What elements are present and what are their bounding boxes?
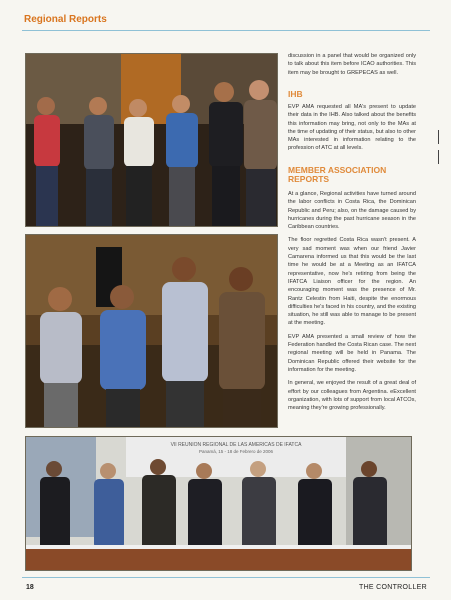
- banner-line-2: Panamá, 15 - 18 de Febrero de 2006: [198, 449, 274, 454]
- intro-text: discussion in a panel that would be organized only to talk about this item before ICAO authorities. This item may be brought to GREPECAS as well.: [288, 53, 416, 76]
- margin-marker: [438, 130, 439, 144]
- paragraph-glance: At a glance, Regional activities have turned around the labor conflicts in Costa Rica, the Dominican Republic and Peru; also, on the damage caused by hurricanes during the past hurricane season in the Caribbean countries.: [288, 191, 416, 231]
- margin-marker: [438, 150, 439, 164]
- paragraph-costa-rica: The floor regretted Costa Rica wasn't present. A very sad moment was when our friend Javier Camarena informed us that this would be the last time he would be at a Meeting as an IFATCA representative, now he's retiring from being the IFATCA Liaison officer for the region. An encouraging moment was the presence of Mr. Rantz Celestin from Haiti, despite the enormous difficulties he's faced in his country, and the existing situation, he still was able to manage to be present at the meeting.: [288, 237, 416, 327]
- banner-line-1: VII REUNION REGIONAL DE LAS AMERICAS DE IFATCA: [170, 442, 302, 448]
- magazine-name: THE CONTROLLER: [359, 584, 427, 591]
- page-number: 18: [26, 584, 34, 591]
- member-reports-body: [288, 190, 416, 412]
- paragraph-general: In general, we enjoyed the result of a great deal of effort by our colleagues from Argentina. eExcellent organization, with lots of support from local ATCOs, meaning they're growing professionally.: [288, 380, 416, 412]
- intro-paragraph: [288, 52, 416, 77]
- group-photo-top: [25, 53, 278, 227]
- group-photo-middle: [25, 234, 278, 428]
- member-reports-heading: MEMBER ASSOCIATION REPORTS: [288, 165, 387, 184]
- ihb-body: [288, 103, 416, 153]
- section-title: Regional Reports: [24, 14, 107, 25]
- ihb-paragraph: EVP AMA requested all MA's present to update their data in the IHB. Also talked about the benefits this information may bring, not only to the MAs at the time of updating of their status, but also to other MAs interested in information relating to the profession of ATC at all levels.: [288, 104, 416, 152]
- footer-rule: [22, 577, 430, 578]
- panel-photo-bottom: [25, 436, 412, 571]
- header-rule: [22, 30, 430, 31]
- ihb-heading: IHB: [288, 89, 303, 99]
- paragraph-review: EVP AMA presented a small review of how the Federation handled the Costa Rican case. The next regional meeting will be held in Panama. The Dominican Republic offered their website for the information for the meeting.: [288, 333, 416, 373]
